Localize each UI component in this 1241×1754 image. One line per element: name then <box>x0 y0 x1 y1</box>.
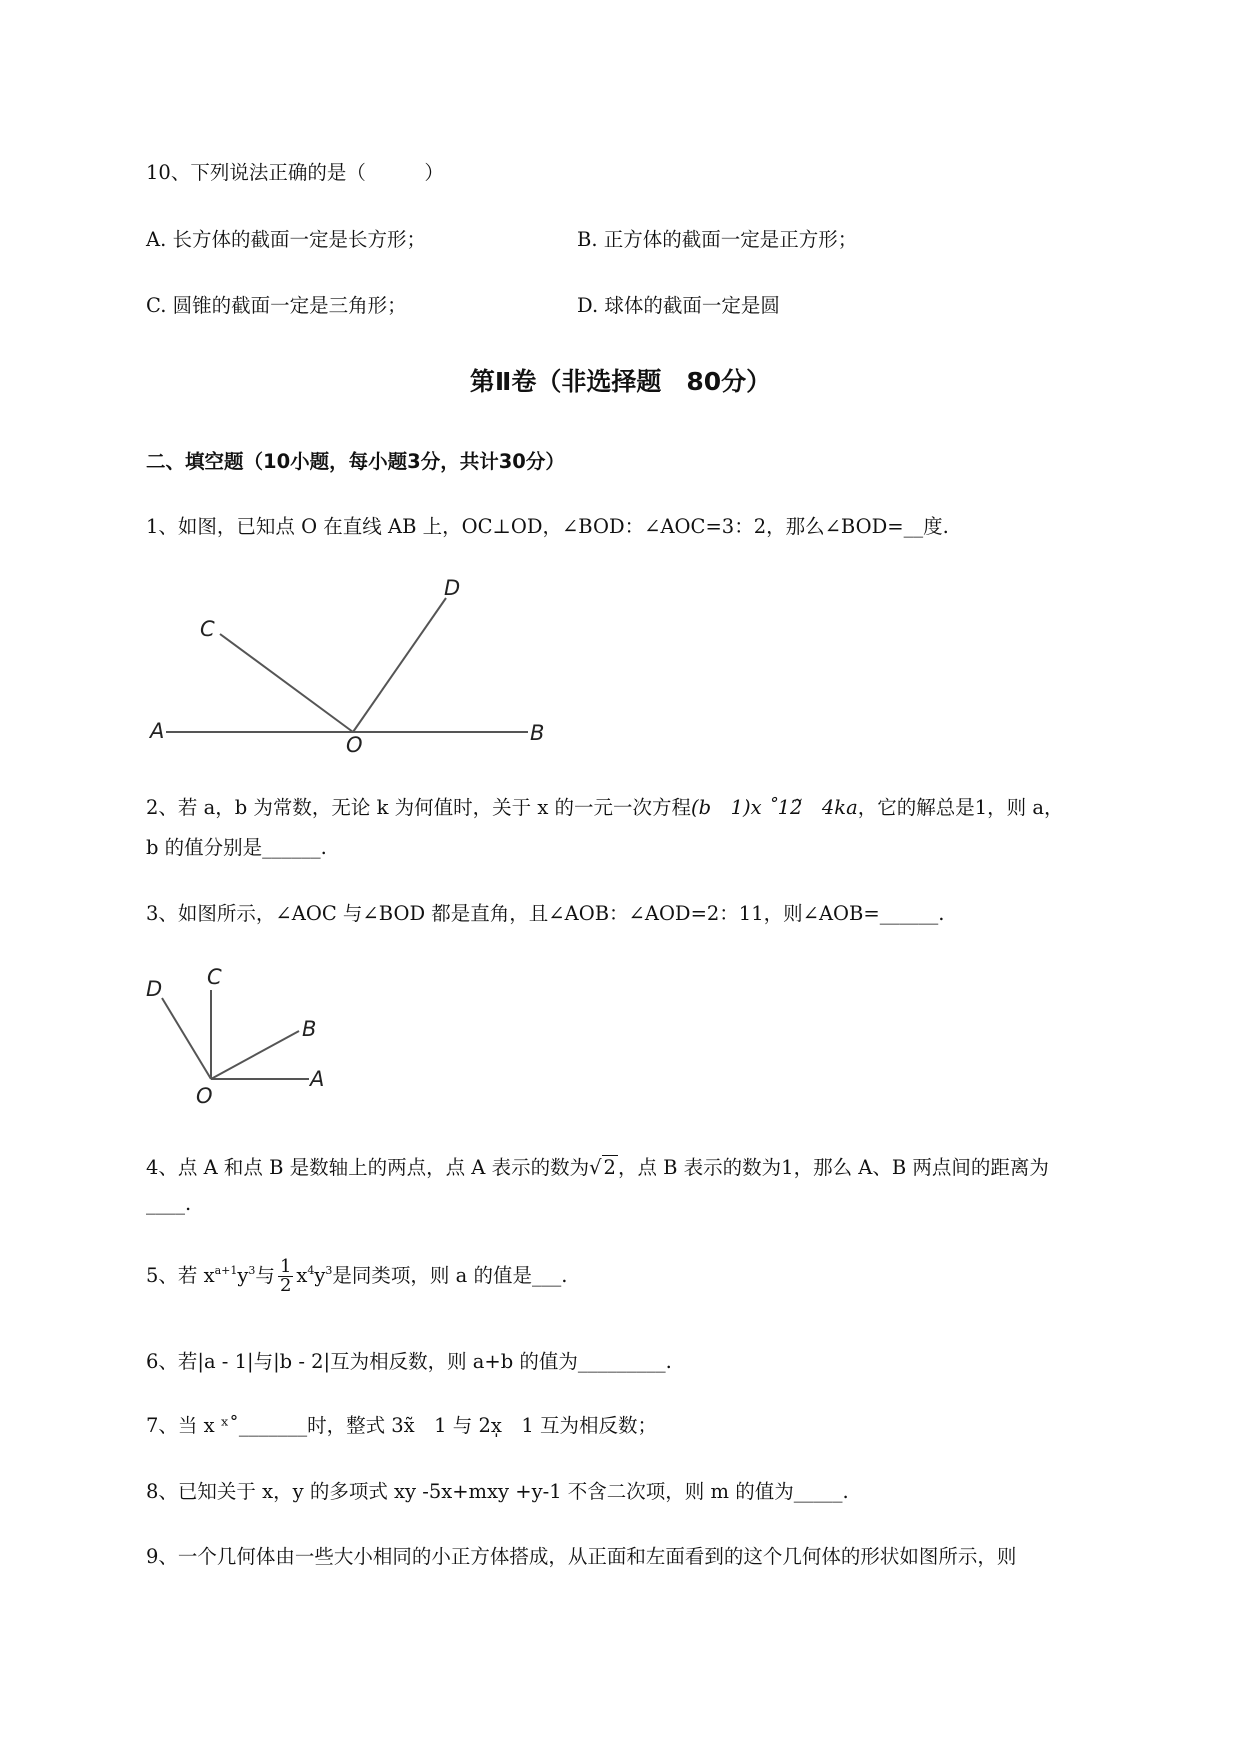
q6-text: 6、若|a - 1|与|b - 2|互为相反数，则 a+b 的值为_________. <box>146 1350 672 1373</box>
q3-ray-od <box>162 998 211 1079</box>
q5-part4: x <box>296 1264 308 1287</box>
q1-label-b: B <box>530 721 545 745</box>
q3-label-c: C <box>207 965 222 989</box>
q5-frac-num: 1 <box>279 1256 292 1277</box>
q2-equation: (b 1)x ˚12̃ 4ka <box>691 796 858 819</box>
q3-label-a: A <box>310 1067 325 1091</box>
q5-fraction <box>278 1258 293 1295</box>
q1-label-d: D <box>444 576 461 600</box>
q5-sup3: 4 <box>307 1264 315 1277</box>
q2-text-part2: ，它的解总是1，则 a， <box>857 796 1064 819</box>
q5-part5: y <box>314 1264 326 1287</box>
q3-ray-ob <box>211 1031 299 1079</box>
q10-stem: 10、下列说法正确的是（ ） <box>146 161 444 184</box>
sqrt-radicand: 2 <box>603 1156 616 1179</box>
q2-text-part1: 2、若 a，b 为常数，无论 k 为何值时，关于 x 的一元一次方程 <box>146 796 692 819</box>
q7-text: 7、当 x ˣ˚_______时，整式 3x̃ 1 与 2x̩ 1 互为相反数； <box>146 1414 657 1437</box>
q10-option-b: B. 正方体的截面一定是正方形； <box>577 228 858 251</box>
q10-option-d: D. 球体的截面一定是圆 <box>577 294 780 317</box>
q4-line2: ____. <box>146 1192 192 1215</box>
q1-label-o: O <box>346 733 363 757</box>
q3-label-d: D <box>146 977 163 1001</box>
q10-option-c: C. 圆锥的截面一定是三角形； <box>146 294 407 317</box>
q3-label-o: O <box>196 1084 213 1108</box>
q8-text: 8、已知关于 x，y 的多项式 xy -5x+mxy +y-1 不含二次项，则 m 的值为_____. <box>146 1480 849 1503</box>
q5-frac-den: 2 <box>279 1275 292 1296</box>
q1-text: 1、如图，已知点 O 在直线 AB 上，OC⊥OD，∠BOD：∠AOC=3：2，那么∠BOD=__度. <box>146 515 949 538</box>
q1-label-c: C <box>200 617 215 641</box>
q4-text-part1: 4、点 A 和点 B 是数轴上的两点，点 A 表示的数为 <box>146 1156 590 1179</box>
q3-text: 3、如图所示，∠AOC 与∠BOD 都是直角，且∠AOB：∠AOD=2：11，则∠AOB=______. <box>146 902 945 925</box>
part2-title: 第Ⅱ卷（非选择题 80分） <box>469 367 772 396</box>
q5-sup4: 3 <box>325 1264 333 1277</box>
q3-label-b: B <box>302 1017 317 1041</box>
q5-part6: 是同类项，则 a 的值是___. <box>332 1264 568 1287</box>
q5-line <box>146 1258 567 1295</box>
q1-label-a: A <box>150 719 165 743</box>
q9-text: 9、一个几何体由一些大小相同的小正方体搭成，从正面和左面看到的这个几何体的形状如图所示，则 <box>146 1545 1017 1568</box>
q5-sup1: a+1 <box>214 1264 238 1277</box>
q4-text-part2: ，点 B 表示的数为1，那么 A、B 两点间的距离为 <box>617 1156 1049 1179</box>
q4-line1 <box>146 1152 1049 1180</box>
q2-line2: b 的值分别是______. <box>146 836 327 859</box>
sqrt-expression: √ 2 <box>589 1156 616 1179</box>
q5-part1: 5、若 x <box>146 1264 215 1287</box>
q5-sup2: 3 <box>248 1264 256 1277</box>
q5-part2: y <box>237 1264 249 1287</box>
q10-option-a: A. 长方体的截面一定是长方形； <box>146 228 426 251</box>
q5-part3: 与 <box>255 1264 275 1287</box>
fill-section-header: 二、填空题（10小题，每小题3分，共计30分） <box>146 450 565 473</box>
